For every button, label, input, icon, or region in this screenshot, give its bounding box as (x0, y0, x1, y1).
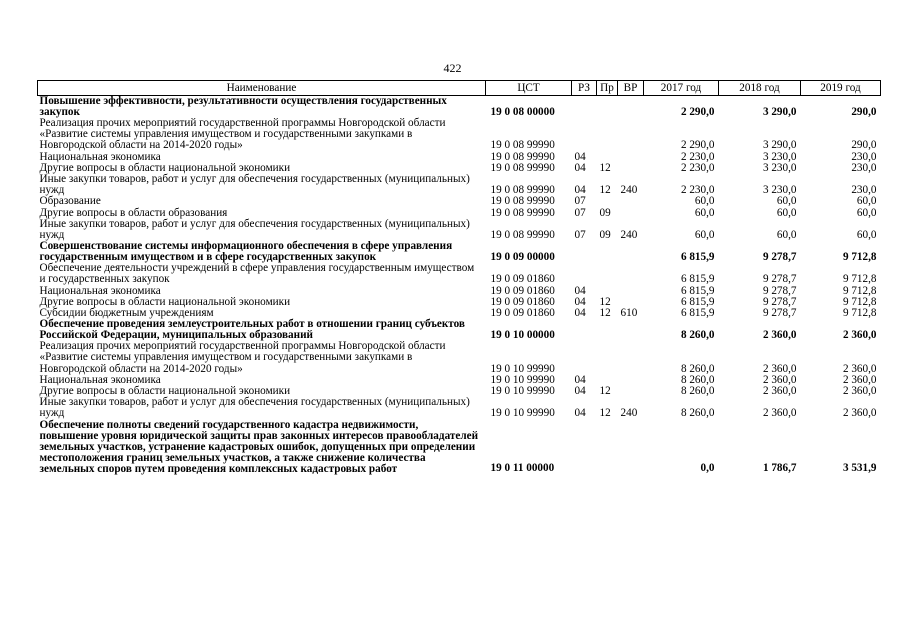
header-2018: 2018 год (719, 81, 801, 96)
cell-cst: 19 0 08 99990 (490, 229, 555, 242)
cell-2017: 2 230,0 (680, 150, 715, 163)
cell-vr (618, 208, 644, 219)
cell-name: Другие вопросы в области национальной экономики (39, 161, 291, 174)
cell-rz (572, 341, 597, 375)
cell-2017: 6 815,9 (680, 307, 715, 320)
cell-name: Совершенствование системы информационного обеспечения в сфере управления государственным имуществом и в сфере государственных закупок (39, 240, 453, 264)
cell-2018: 3 230,0 (762, 150, 797, 163)
cell-cst: 19 0 09 01860 (490, 284, 555, 297)
cell-2017: 2 290,0 (680, 139, 715, 152)
cell-pr (597, 263, 618, 285)
cell-cst: 19 0 10 99990 (490, 362, 555, 375)
cell-rz: 04 (574, 407, 586, 420)
cell-cst: 19 0 08 99990 (490, 206, 555, 219)
cell-rz: 07 (574, 195, 586, 208)
table-body (38, 96, 881, 475)
cell-pr: 12 (599, 184, 611, 197)
cell-rz: 04 (574, 284, 586, 297)
cell-pr (597, 420, 618, 475)
cell-cst: 19 0 09 00000 (490, 251, 555, 264)
cell-2017: 8 260,0 (680, 407, 715, 420)
cell-2018: 60,0 (776, 229, 797, 242)
cell-cst: 19 0 08 99990 (490, 139, 555, 152)
cell-cst: 19 0 08 99990 (490, 184, 555, 197)
cell-2019: 60,0 (856, 195, 877, 208)
cell-rz: 04 (574, 161, 586, 174)
cell-vr (618, 118, 644, 152)
header-pr: Пр (597, 81, 618, 96)
header-2019: 2019 год (801, 81, 881, 96)
cell-name: Национальная экономика (39, 373, 161, 386)
page-number: 422 (443, 61, 462, 75)
cell-2019: 230,0 (851, 150, 877, 163)
cell-2019: 2 360,0 (842, 362, 877, 375)
cell-2018: 9 278,7 (762, 295, 797, 308)
cell-2017: 6 815,9 (680, 273, 715, 286)
cell-cst: 19 0 09 01860 (490, 295, 555, 308)
cell-rz (572, 319, 597, 341)
cell-name: Субсидии бюджетным учреждениям (39, 307, 214, 320)
cell-2018: 1 786,7 (762, 462, 797, 475)
cell-2018: 9 278,7 (762, 251, 797, 264)
cell-2017: 2 290,0 (680, 105, 715, 118)
cell-2019: 2 360,0 (842, 385, 877, 398)
header-name: Наименование (38, 81, 486, 96)
cell-name: Обеспечение проведения землеустроительных работ в отношении границ субъектов Российской Федерации, муниципальных образований (39, 318, 465, 342)
cell-rz (572, 118, 597, 152)
cell-2018: 60,0 (776, 195, 797, 208)
cell-2019: 60,0 (856, 206, 877, 219)
cell-2019: 230,0 (851, 184, 877, 197)
cell-name: Национальная экономика (39, 150, 161, 163)
cell-rz: 04 (574, 373, 586, 386)
cell-name: Реализация прочих мероприятий государственной программы Новгородской области «Развитие системы управления имуществом и государственными закупками в Новгородской области на 2014-2020 годы» (39, 340, 446, 375)
cell-vr (618, 420, 644, 475)
cell-rz: 04 (574, 385, 586, 398)
cell-2018: 2 360,0 (762, 373, 797, 386)
cell-vr: 240 (620, 407, 638, 420)
cell-name: Реализация прочих мероприятий государственной программы Новгородской области «Развитие системы управления имуществом и государственными закупками в Новгородской области на 2014-2020 годы» (39, 117, 446, 152)
table-row (38, 118, 881, 152)
cell-cst: 19 0 08 00000 (490, 105, 555, 118)
cell-2019: 2 360,0 (842, 329, 877, 342)
cell-2019: 230,0 (851, 161, 877, 174)
cell-2018: 3 290,0 (762, 105, 797, 118)
cell-pr: 12 (599, 161, 611, 174)
cell-2018: 2 360,0 (762, 329, 797, 342)
cell-cst: 19 0 11 00000 (490, 462, 555, 475)
cell-pr (597, 96, 618, 119)
cell-cst: 19 0 10 99990 (490, 407, 555, 420)
cell-2019: 9 712,8 (842, 273, 877, 286)
header-cst: ЦСТ (486, 81, 572, 96)
cell-pr: 12 (599, 407, 611, 420)
cell-vr (618, 386, 644, 397)
cell-2019: 2 360,0 (842, 407, 877, 420)
cell-2018: 3 230,0 (762, 161, 797, 174)
cell-pr (597, 319, 618, 341)
cell-pr: 09 (599, 229, 611, 242)
cell-2019: 9 712,8 (842, 295, 877, 308)
cell-name: Иные закупки товаров, работ и услуг для обеспечения государственных (муниципальных) нужд (39, 396, 470, 420)
table-row (38, 341, 881, 375)
cell-2018: 60,0 (776, 206, 797, 219)
cell-2017: 0,0 (700, 462, 715, 475)
header-2017: 2017 год (644, 81, 719, 96)
cell-2017: 6 815,9 (680, 251, 715, 264)
cell-cst: 19 0 09 01860 (490, 307, 555, 320)
cell-cst: 19 0 08 99990 (490, 161, 555, 174)
cell-pr (597, 341, 618, 375)
cell-rz: 04 (574, 295, 586, 308)
cell-2019: 9 712,8 (842, 284, 877, 297)
cell-vr (618, 375, 644, 386)
cell-2017: 60,0 (694, 195, 715, 208)
cell-vr (618, 196, 644, 207)
table-row (38, 397, 881, 419)
cell-pr: 12 (599, 385, 611, 398)
cell-2018: 2 360,0 (762, 362, 797, 375)
table-row (38, 219, 881, 241)
table-row (38, 319, 881, 341)
cell-2019: 9 712,8 (842, 251, 877, 264)
cell-pr (597, 118, 618, 152)
table-row (38, 174, 881, 196)
cell-pr: 09 (599, 206, 611, 219)
cell-name: Обеспечение полноты сведений государственного кадастра недвижимости, повышение уровня юридической защиты прав законных интересов правообладателей земельных участков, устранение кадастровых ошибок, допущенных при определении местоположения границ земельных участков, а также снижение количества земельных споров путем проведения комплексных кадастровых работ (39, 418, 479, 475)
cell-2019: 290,0 (851, 139, 877, 152)
cell-2019: 3 531,9 (842, 462, 877, 475)
cell-cst: 19 0 10 99990 (490, 373, 555, 386)
budget-table (37, 80, 881, 475)
cell-pr (597, 241, 618, 263)
header-vr: ВР (618, 81, 644, 96)
cell-rz: 07 (574, 206, 586, 219)
cell-rz (572, 263, 597, 285)
cell-2017: 60,0 (694, 229, 715, 242)
cell-2018: 3 290,0 (762, 139, 797, 152)
cell-2017: 2 230,0 (680, 161, 715, 174)
cell-cst: 19 0 10 99990 (490, 385, 555, 398)
cell-2018: 2 360,0 (762, 407, 797, 420)
cell-vr (618, 286, 644, 297)
cell-2018: 9 278,7 (762, 273, 797, 286)
table-row (38, 196, 881, 207)
cell-rz (572, 96, 597, 119)
cell-vr (618, 241, 644, 263)
cell-name: Другие вопросы в области образования (39, 206, 228, 219)
cell-name: Повышение эффективности, результативности осуществления государственных закупок (39, 95, 447, 118)
cell-2017: 2 230,0 (680, 184, 715, 197)
cell-2018: 3 230,0 (762, 184, 797, 197)
cell-2017: 8 260,0 (680, 329, 715, 342)
cell-vr (618, 152, 644, 163)
cell-name: Другие вопросы в области национальной экономики (39, 295, 291, 308)
cell-2017: 60,0 (694, 206, 715, 219)
cell-name: Образование (39, 195, 101, 208)
cell-rz (572, 420, 597, 475)
cell-vr (618, 263, 644, 285)
header-rz: РЗ (572, 81, 597, 96)
cell-name: Иные закупки товаров, работ и услуг для обеспечения государственных (муниципальных) нужд (39, 173, 470, 197)
cell-vr (618, 96, 644, 119)
cell-rz: 07 (574, 229, 586, 242)
cell-2018: 2 360,0 (762, 385, 797, 398)
cell-name: Обеспечение деятельности учреждений в сфере управления государственным имуществом и государственных закупок (39, 262, 475, 286)
cell-cst: 19 0 10 00000 (490, 329, 555, 342)
cell-2019: 2 360,0 (842, 373, 877, 386)
cell-2019: 290,0 (851, 105, 877, 118)
cell-2017: 8 260,0 (680, 385, 715, 398)
table-row (38, 263, 881, 285)
cell-2018: 9 278,7 (762, 284, 797, 297)
cell-cst: 19 0 08 99990 (490, 195, 555, 208)
cell-2017: 8 260,0 (680, 362, 715, 375)
cell-pr: 12 (599, 295, 611, 308)
table-row (38, 241, 881, 263)
cell-name: Иные закупки товаров, работ и услуг для обеспечения государственных (муниципальных) нужд (39, 217, 470, 242)
cell-2019: 9 712,8 (842, 307, 877, 320)
cell-name: Национальная экономика (39, 284, 161, 297)
cell-rz: 04 (574, 184, 586, 197)
cell-vr (618, 319, 644, 341)
cell-name: Другие вопросы в области национальной экономики (39, 385, 291, 398)
cell-2018: 9 278,7 (762, 307, 797, 320)
cell-vr (618, 163, 644, 174)
cell-rz (572, 241, 597, 263)
cell-2017: 6 815,9 (680, 284, 715, 297)
table-row (38, 420, 881, 475)
cell-2017: 6 815,9 (680, 295, 715, 308)
cell-cst: 19 0 09 01860 (490, 273, 555, 286)
cell-rz: 04 (574, 150, 586, 163)
cell-vr: 610 (620, 307, 638, 320)
cell-pr (597, 196, 618, 207)
cell-vr (618, 341, 644, 375)
cell-vr: 240 (620, 229, 638, 242)
cell-vr: 240 (620, 184, 638, 197)
cell-rz: 04 (574, 307, 586, 320)
cell-2017: 8 260,0 (680, 373, 715, 386)
cell-2019: 60,0 (856, 229, 877, 242)
cell-pr: 12 (599, 307, 611, 320)
cell-cst: 19 0 08 99990 (490, 150, 555, 163)
table-header-row (38, 81, 881, 96)
table-row (38, 96, 881, 119)
